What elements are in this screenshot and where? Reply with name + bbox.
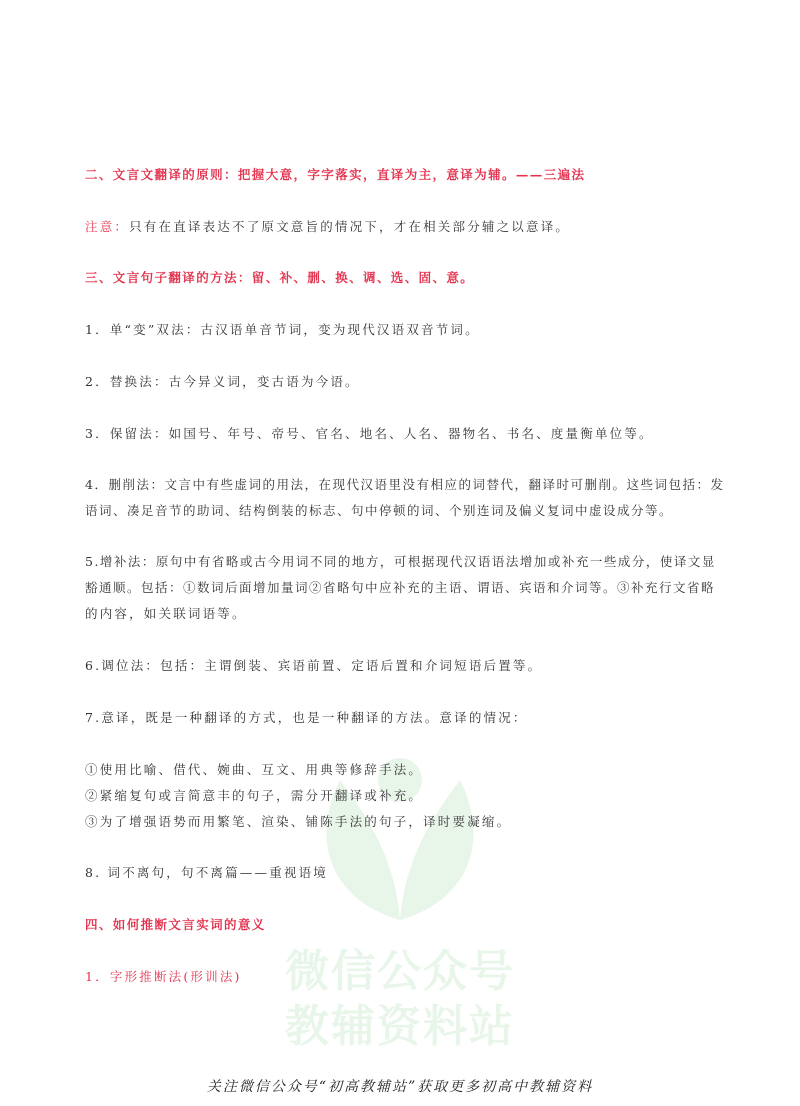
watermark-line2: 教辅资料站 — [285, 1001, 515, 1052]
page-footer: 关注微信公众号“初高教辅站”获取更多初高中教辅资料 — [206, 1079, 594, 1095]
method-item-3: 3．保留法：如国号、年号、帝号、官名、地名、人名、器物名、书名、度量衡单位等。 — [85, 426, 654, 441]
method-item-8: 8. 词不离句，句不离篇——重视语境 — [85, 865, 329, 880]
method-item-7-case-3: ③为了增强语势而用繁笔、渲染、铺陈手法的句子，译时要凝缩。 — [85, 814, 512, 829]
section-3-heading: 三、文言句子翻译的方法：留、补、删、换、调、选、固、意。 — [85, 270, 475, 285]
section-4-item-1 — [85, 967, 740, 985]
method-item-6: 6.调位法：包括：主谓倒装、宾语前置、定语后置和介词短语后置等。 — [85, 658, 543, 673]
method-item-7: 7.意译，既是一种翻译的方式，也是一种翻译的方法。意译的情况： — [85, 710, 528, 725]
section-4-item-1-number: 1． — [85, 969, 110, 984]
method-item-1: 1．单“变”双法：古汉语单音节词，变为现代汉语双音节词。 — [85, 322, 480, 337]
section-4-item-1-text: 字形推断法(形训法) — [109, 969, 242, 984]
section-4-heading: 四、如何推断文言实词的意义 — [85, 917, 266, 932]
method-item-5-line-1: 5.增补法：原句中有省略或古今用词不同的地方，可根据现代汉语语法增加或补充一些成分，使译文显 — [85, 554, 716, 569]
method-item-5-line-2: 豁通顺。包括：①数词后面增加量词②省略句中应补充的主语、谓语、宾语和介词等。③补充行文省略 — [85, 580, 716, 595]
note-text: 只有在直译表达不了原文意旨的情况下，才在相关部分辅之以意译。 — [129, 219, 571, 234]
watermark-line1: 微信公众号 — [285, 946, 515, 997]
method-item-5-line-3: 的内容，如关联词语等。 — [85, 606, 247, 621]
note-paragraph — [85, 217, 740, 235]
watermark-logo — [270, 740, 530, 1052]
section-2-heading: 二、文言文翻译的原则：把握大意，字字落实，直译为主，意译为辅。——三遍法 — [85, 167, 586, 182]
method-item-2: 2．替换法：古今异义词，变古语为今语。 — [85, 374, 360, 389]
method-item-7-case-2: ②紧缩复句或言简意丰的句子，需分开翻译或补充。 — [85, 788, 424, 803]
method-item-4-line-2: 语词、凑足音节的助词、结构倒装的标志、句中停顿的词、个别连词及偏义复词中虚设成分等。 — [85, 503, 674, 518]
note-label: 注意： — [85, 219, 130, 234]
method-item-4-line-1: 4．删削法：文言中有些虚词的用法，在现代汉语里没有相应的词替代，翻译时可删削。这些词包括：发 — [85, 477, 725, 492]
method-item-7-case-1: ①使用比喻、借代、婉曲、互文、用典等修辞手法。 — [85, 762, 424, 777]
